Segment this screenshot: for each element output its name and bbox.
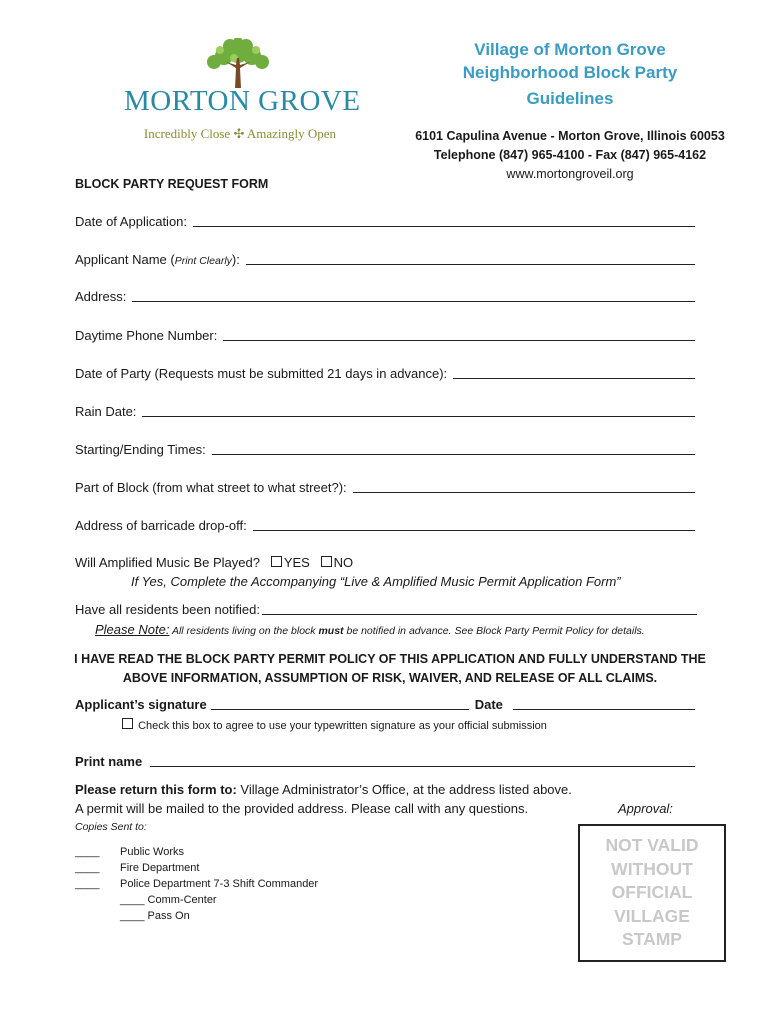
agreement-line2: ABOVE INFORMATION, ASSUMPTION OF RISK, WAIVER, AND RELEASE OF ALL CLAIMS. <box>122 671 658 685</box>
return-info: Please return this form to: Village Administrator’s Office, at the address listed above. <box>75 782 572 797</box>
field-label: Address: <box>75 289 127 304</box>
field-label: Date of Party (Requests must be submitted 21 days in advance): <box>75 366 448 381</box>
agreement-line1: I HAVE READ THE BLOCK PARTY PERMIT POLICY OF THIS APPLICATION AND FULLY UNDERSTAND THE <box>74 652 706 666</box>
barricade-input[interactable] <box>253 529 695 531</box>
date-label: Date <box>474 697 503 712</box>
header-phone: Telephone (847) 965-4100 - Fax (847) 965-4162 <box>433 148 707 162</box>
copies-list <box>75 846 319 926</box>
field-label: Part of Block (from what street to what street?): <box>75 480 347 495</box>
date-of-party-field <box>75 366 695 381</box>
list-item: ____ Police Department 7-3 Shift Commander <box>75 878 319 890</box>
music-yes-label: YES <box>283 555 310 570</box>
tree-icon <box>198 38 278 88</box>
daytime-phone-input[interactable] <box>223 339 695 341</box>
print-name-input[interactable] <box>150 766 695 767</box>
music-no-checkbox[interactable] <box>321 556 332 567</box>
header-title-line3: Guidelines <box>526 89 614 108</box>
field-label: Address of barricade drop-off: <box>75 518 247 533</box>
music-yes-checkbox[interactable] <box>271 556 282 567</box>
typewritten-checkbox[interactable] <box>122 718 133 729</box>
signature-row <box>75 697 695 712</box>
typewritten-checkbox-label: Check this box to agree to use your typewritten signature as your official submission <box>138 720 547 732</box>
stamp-text: NOT VALID WITHOUT OFFICIAL VILLAGE STAMP <box>605 835 699 950</box>
part-of-block-field <box>75 480 695 495</box>
music-question-label: Will Amplified Music Be Played? <box>75 555 260 570</box>
daytime-phone-field <box>75 328 695 343</box>
field-label: Applicant Name (Print Clearly): <box>75 252 240 267</box>
signature-input[interactable] <box>211 709 469 710</box>
field-label: Have all residents been notified: <box>75 602 261 617</box>
header-title-line2: Neighborhood Block Party <box>462 63 678 82</box>
part-of-block-input[interactable] <box>353 491 695 493</box>
logo-tagline: Incredibly Close ✣ Amazingly Open <box>143 126 337 141</box>
please-note-label: Please Note: <box>95 622 170 637</box>
official-stamp-box <box>578 824 726 962</box>
rain-date-input[interactable] <box>142 415 695 417</box>
music-note: If Yes, Complete the Accompanying “Live & Amplified Music Permit Application Form” <box>131 574 621 589</box>
signature-label: Applicant’s signature <box>75 697 207 712</box>
header-address: 6101 Capulina Avenue - Morton Grove, Illinois 60053 <box>415 129 725 143</box>
permit-mailed-text: A permit will be mailed to the provided address. Please call with any questions. <box>75 801 529 816</box>
logo-wordmark: MORTON GROVE <box>124 85 361 117</box>
date-of-party-input[interactable] <box>453 377 695 379</box>
times-field <box>75 442 695 457</box>
approval-label: Approval: <box>618 801 673 816</box>
date-of-application-field <box>75 214 695 229</box>
list-item: ____ Public Works <box>75 846 184 858</box>
please-note: Please Note: All residents living on the block must be notified in advance. See Block Party Permit Policy for details. <box>95 622 645 637</box>
times-input[interactable] <box>212 453 695 455</box>
barricade-field <box>75 518 695 533</box>
signature-date-input[interactable] <box>513 709 695 710</box>
address-field <box>75 289 695 304</box>
address-input[interactable] <box>132 300 695 302</box>
typewritten-checkbox-row <box>122 718 547 732</box>
list-item: ____ Fire Department <box>75 862 200 874</box>
copies-sent-label: Copies Sent to: <box>75 821 147 833</box>
list-item: ____ Comm-Center <box>120 894 217 906</box>
date-of-application-input[interactable] <box>193 225 695 227</box>
applicant-name-field <box>75 252 695 267</box>
residents-notified-input[interactable] <box>262 613 697 615</box>
header-website[interactable]: www.mortongroveil.org <box>506 167 634 181</box>
music-question-row <box>75 555 353 570</box>
print-name-label: Print name <box>75 754 143 769</box>
header-title-line1: Village of Morton Grove <box>474 40 666 59</box>
field-label: Date of Application: <box>75 214 188 229</box>
field-label: Starting/Ending Times: <box>75 442 206 457</box>
applicant-name-input[interactable] <box>246 263 695 265</box>
music-no-label: NO <box>333 555 354 570</box>
field-label: Daytime Phone Number: <box>75 328 218 343</box>
print-name-row <box>75 754 695 769</box>
residents-notified-field <box>75 602 697 617</box>
form-title: BLOCK PARTY REQUEST FORM <box>75 177 269 191</box>
rain-date-field <box>75 404 695 419</box>
village-logo <box>118 38 361 146</box>
field-label: Rain Date: <box>75 404 137 419</box>
list-item: ____ Pass On <box>120 910 190 922</box>
